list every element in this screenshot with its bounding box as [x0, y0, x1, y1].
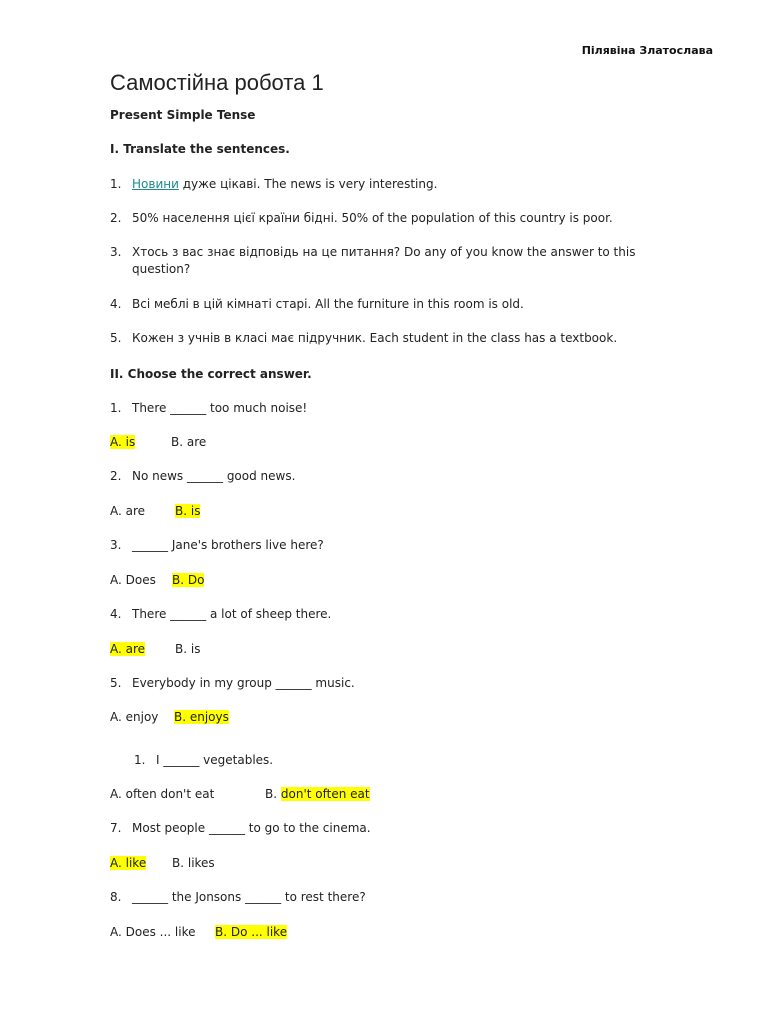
page-title: Самостійна робота 1: [110, 70, 324, 95]
option-a[interactable]: A. Does: [110, 573, 156, 587]
question-5: [110, 676, 355, 690]
question-number: 7.: [110, 821, 122, 835]
question-text: Everybody in my group ______ music.: [132, 676, 355, 690]
translate-item-3: [110, 245, 670, 278]
question-1: [110, 401, 307, 415]
author-name: Пілявіна Златослава: [581, 44, 713, 57]
highlighted-answer: B. is: [175, 504, 201, 518]
question-number: 5.: [110, 676, 122, 690]
question-7: [110, 821, 371, 835]
question-4: [110, 607, 331, 621]
translate-item-5: [110, 331, 617, 345]
item-number: 1.: [110, 177, 122, 191]
item-number: 4.: [110, 297, 122, 311]
question-text: There ______ a lot of sheep there.: [132, 607, 332, 621]
item-text: Кожен з учнів в класі має підручник. Each student in the class has a textbook.: [132, 331, 618, 345]
question-text: There ______ too much noise!: [132, 401, 308, 415]
option-b[interactable]: B. are: [171, 435, 207, 449]
question-text: I ______ vegetables.: [156, 753, 274, 767]
option-a[interactable]: A. are: [110, 504, 146, 518]
question-number: 4.: [110, 607, 122, 621]
answer-row-4: [110, 642, 145, 656]
section-1-heading: I. Translate the sentences.: [110, 142, 290, 156]
item-text: Хтось з вас знає відповідь на це питання? Do any of you know the answer to this question?: [132, 245, 636, 276]
option-a[interactable]: A. Does ... like: [110, 925, 196, 939]
option-b-selected[interactable]: [175, 504, 200, 518]
item-text: дуже цікаві. The news is very interesting.: [178, 177, 438, 191]
question-text: No news ______ good news.: [132, 469, 296, 483]
option-b-selected[interactable]: [172, 573, 204, 587]
question-number: 8.: [110, 890, 122, 904]
option-b-selected[interactable]: [174, 710, 229, 724]
option-b-prefix: B.: [265, 787, 281, 801]
news-link[interactable]: Новини: [132, 177, 179, 191]
option-a-selected[interactable]: A. is: [110, 435, 136, 449]
option-a[interactable]: A. enjoy: [110, 710, 159, 724]
answer-row-7: [110, 856, 146, 870]
question-3: [110, 538, 324, 552]
option-a-selected[interactable]: A. like: [110, 856, 147, 870]
item-text: Всі меблі в цій кімнаті старі. All the furniture in this room is old.: [132, 297, 524, 311]
subtitle: Present Simple Tense: [110, 108, 256, 122]
highlighted-answer: B. Do: [172, 573, 205, 587]
question-6: [134, 753, 273, 767]
option-b-selected[interactable]: [215, 925, 287, 939]
question-text: Most people ______ to go to the cinema.: [132, 821, 371, 835]
question-2: [110, 469, 295, 483]
item-number: 5.: [110, 331, 122, 345]
highlighted-answer: B. Do ... like: [215, 925, 288, 939]
item-number: 3.: [110, 245, 122, 259]
highlighted-answer: B. enjoys: [174, 710, 229, 724]
question-text: ______ the Jonsons ______ to rest there?: [132, 890, 366, 904]
question-8: [110, 890, 366, 904]
item-text: 50% населення цієї країни бідні. 50% of the population of this country is poor.: [132, 211, 613, 225]
highlighted-answer: don't often eat: [280, 787, 370, 801]
option-b[interactable]: B. is: [175, 642, 201, 656]
question-number: 2.: [110, 469, 122, 483]
question-number: 3.: [110, 538, 122, 552]
option-b-selected[interactable]: [265, 787, 370, 801]
question-number: 1.: [110, 401, 122, 415]
item-number: 2.: [110, 211, 122, 225]
option-a[interactable]: A. often don't eat: [110, 787, 215, 801]
section-2-heading: II. Choose the correct answer.: [110, 367, 312, 381]
translate-item-2: [110, 211, 613, 225]
option-b[interactable]: B. likes: [172, 856, 215, 870]
translate-item-4: [110, 297, 524, 311]
answer-row-1: [110, 435, 135, 449]
translate-item-1: [110, 177, 437, 191]
option-a-selected[interactable]: A. are: [110, 642, 146, 656]
question-text: ______ Jane's brothers live here?: [132, 538, 324, 552]
question-number: 1.: [134, 753, 146, 767]
